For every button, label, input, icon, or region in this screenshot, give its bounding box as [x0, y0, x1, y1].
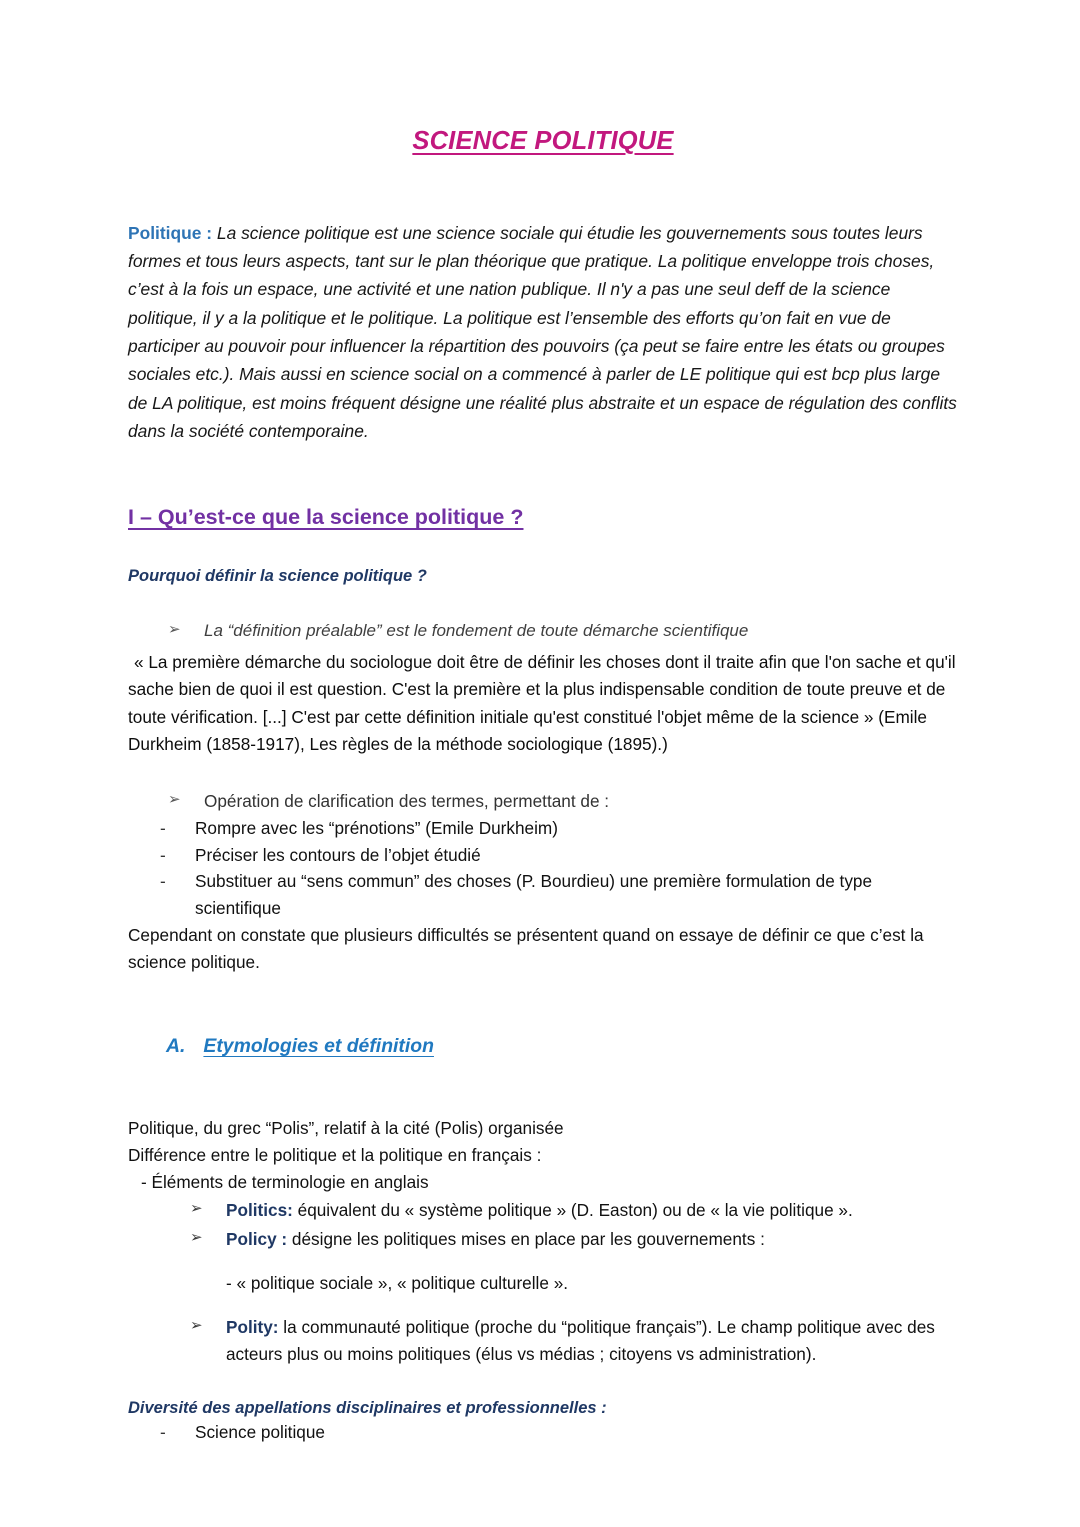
etymology-line-1: Politique, du grec “Polis”, relatif à la cité (Polis) organisée	[128, 1117, 564, 1138]
intro-label-separator: :	[201, 222, 217, 243]
intro-body: La science politique est une science sociale qui étudie les gouvernements sous toutes leurs formes et tous leurs aspects, tant sur le plan théorique que pratique. La politique enveloppe trois choses, c’est à la fois un espace, une activité et une nation publique. Il n'y a pas une seul deff de la science politique, il y a la politique et le politique. La politique est l’ensemble des efforts qu’on fait en vue de participer au pouvoir pour influencer la répartition des pouvoirs (ça peut se faire entre les états ou groupes sociales etc.). Mais aussi en science social on a commencé à parler de LE politique qui est bcp plus large de LA politique, est moins fréquent désigne une réalité plus abstraite et un espace de régulation des conflits dans la société contemporaine.	[128, 222, 957, 442]
dash-bullet-icon: -	[160, 817, 166, 838]
arrow-bullet-label: La “définition préalable” est le fondement de toute démarche scientifique	[204, 620, 749, 640]
dash-bullet-icon: -	[160, 844, 166, 865]
arrow-bullet-icon: ➢	[190, 1200, 203, 1218]
arrow-bullet-definition-prealable	[128, 618, 958, 644]
term-polity-text	[226, 1314, 958, 1368]
page-title	[128, 0, 958, 157]
term-polity-definition: la communauté politique (proche du “politique français”). Le champ politique avec des acteurs plus ou moins politiques (élus vs médias ; citoyens vs administration).	[226, 1317, 935, 1365]
intro-label: Politique	[128, 222, 202, 243]
term-politics	[128, 1197, 958, 1224]
arrow-bullet-label: Opération de clarification des termes, permettant de :	[204, 790, 610, 811]
etymology-line-2: Différence entre le politique et la politique en français :	[128, 1144, 542, 1165]
spacer	[128, 1059, 958, 1115]
clarification-dash-list	[128, 815, 958, 922]
durkheim-quote: « La première démarche du sociologue doit être de définir les choses dont il traite afin que l'on sache et qu'il sache bien de quoi il est question. C'est la première et la plus indispensable condition de toute preuve et de toute vérification. [...] C'est par cette définition initiale qu'est constitué l'objet même de la science » (Emile Durkheim (1858-1917), Les règles de la méthode sociologique (1895).)	[128, 652, 956, 754]
arrow-bullet-icon: ➢	[168, 790, 181, 808]
closing-paragraph-section-1: Cependant on constate que plusieurs difficultés se présentent quand on essaye de définir ce que c’est la science politique.	[128, 925, 924, 972]
arrow-bullet-icon: ➢	[168, 620, 181, 638]
term-policy	[128, 1226, 958, 1253]
list-item-label: Préciser les contours de l’objet étudié	[195, 844, 481, 865]
term-policy-definition: désigne les politiques mises en place par les gouvernements :	[287, 1229, 765, 1250]
term-politics-text	[226, 1197, 958, 1224]
dash-bullet-icon: -	[160, 1422, 166, 1443]
subsection-a-letter: A.	[166, 1034, 186, 1057]
list-item-label: Rompre avec les “prénotions” (Emile Durkheim)	[195, 817, 558, 838]
diversity-dash-list	[128, 1419, 958, 1446]
dash-bullet-icon: -	[160, 871, 166, 892]
term-politics-definition: équivalent du « système politique » (D. Easton) ou de « la vie politique ».	[292, 1200, 853, 1221]
heading-diversite-appellations: Diversité des appellations disciplinaires et professionnelles :	[128, 1398, 607, 1417]
heading-section-1-text: I – Qu’est-ce que la science politique ?	[128, 505, 524, 530]
arrow-bullet-operation-clarification	[128, 788, 958, 815]
english-terminology-list	[128, 1197, 958, 1368]
list-item	[128, 1419, 958, 1446]
term-policy-text	[226, 1226, 958, 1253]
subheading-pourquoi-definir: Pourquoi définir la science politique ?	[128, 567, 427, 586]
term-policy-keyword: Policy :	[226, 1229, 288, 1250]
list-item	[128, 868, 958, 922]
term-politics-keyword: Politics:	[226, 1200, 293, 1221]
spacer	[128, 758, 958, 788]
list-item	[128, 842, 958, 869]
etymology-line-3: - Éléments de terminologie en anglais	[141, 1171, 429, 1192]
arrow-bullet-icon: ➢	[190, 1229, 203, 1247]
spacer	[128, 588, 958, 618]
spacer	[128, 1368, 958, 1398]
term-polity	[128, 1314, 958, 1368]
heading-subsection-a	[128, 976, 958, 1059]
list-item-label: Science politique	[195, 1422, 325, 1443]
heading-section-1	[128, 445, 958, 532]
intro-paragraph	[128, 157, 958, 446]
arrow-bullet-icon: ➢	[190, 1317, 203, 1335]
page-title-text: SCIENCE POLITIQUE	[412, 127, 674, 155]
list-item	[128, 815, 958, 842]
policy-subitem: - « politique sociale », « politique culturelle ».	[226, 1273, 569, 1294]
list-item-label: Substituer au “sens commun” des choses (P. Bourdieu) une première formulation de type scientifique	[195, 871, 873, 919]
subsection-a-title: Etymologies et définition	[203, 1034, 434, 1057]
term-polity-keyword: Polity:	[226, 1317, 279, 1338]
